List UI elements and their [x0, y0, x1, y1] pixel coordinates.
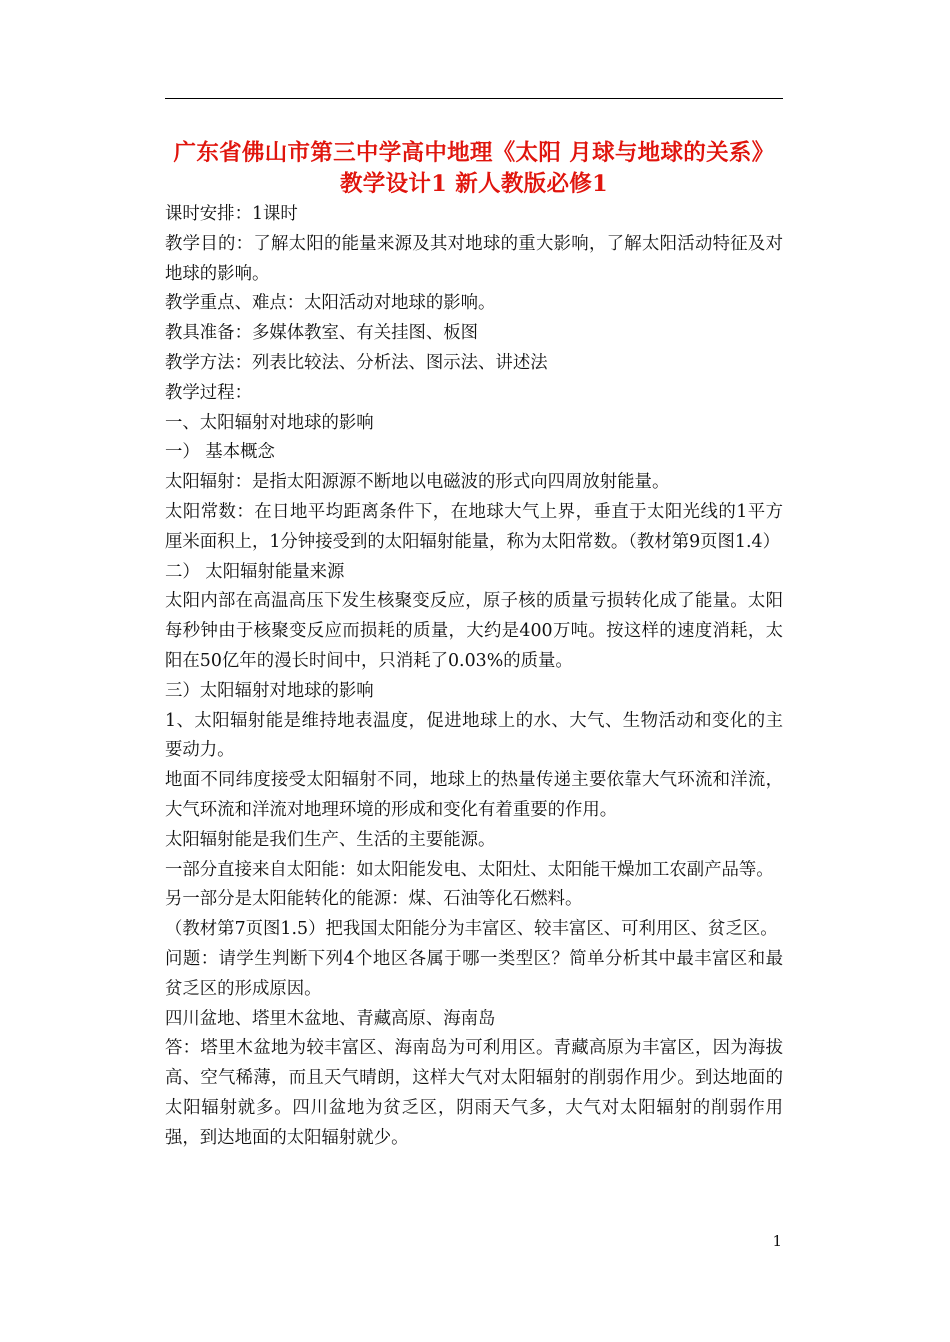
header-rule	[165, 98, 783, 99]
paragraph: 地面不同纬度接受太阳辐射不同，地球上的热量传递主要依靠大气环流和洋流，大气环流和洋流对地理环境的形成和变化有着重要的作用。	[165, 770, 783, 820]
question: 问题：请学生判断下列4个地区各属于哪一类型区？简单分析其中最丰富区和最贫乏区的形成原因。	[165, 948, 783, 999]
paragraph: （教材第7页图1.5）把我国太阳能分为丰富区、较丰富区、可利用区、贫乏区。	[165, 919, 778, 940]
paragraph: 太阳辐射能是我们生产、生活的主要能源。	[165, 829, 496, 850]
subsection-heading: 三）太阳辐射对地球的影响	[165, 680, 374, 701]
paragraph: 教学目的：了解太阳的能量来源及其对地球的重大影响，了解太阳活动特征及对地球的影响。	[165, 233, 783, 284]
paragraph: 另一部分是太阳能转化的能源：煤、石油等化石燃料。	[165, 889, 583, 910]
paragraph: 一部分直接来自太阳能：如太阳能发电、太阳灶、太阳能干燥加工农副产品等。	[165, 859, 774, 880]
paragraph: 课时安排：1课时	[165, 204, 298, 224]
paragraph: 太阳常数：在日地平均距离条件下，在地球大气上界，垂直于太阳光线的1平方厘米面积上，1分钟接受到的太阳辐射能量，称为太阳常数。（教材第9页图1.4）	[165, 501, 783, 552]
paragraph: 教学方法：列表比较法、分析法、图示法、讲述法	[165, 352, 548, 373]
page-number: 1	[772, 1232, 782, 1250]
subsection-heading: 一） 基本概念	[165, 442, 275, 463]
paragraph: 四川盆地、塔里木盆地、青藏高原、海南岛	[165, 1008, 496, 1029]
subsection-heading: 二） 太阳辐射能量来源	[165, 561, 345, 582]
paragraph: 教学过程：	[165, 382, 252, 403]
paragraph: 教具准备：多媒体教室、有关挂图、板图	[165, 323, 479, 344]
paragraph: 太阳辐射：是指太阳源源不断地以电磁波的形式向四周放射能量。	[165, 472, 670, 493]
section-heading: 一、太阳辐射对地球的影响	[165, 412, 374, 433]
paragraph: 1、太阳辐射能是维持地表温度，促进地球上的水、大气、生物活动和变化的主要动力。	[165, 710, 783, 761]
paragraph: 教学重点、难点：太阳活动对地球的影响。	[165, 293, 496, 314]
document-body	[165, 200, 783, 1154]
answer: 答：塔里木盆地为较丰富区、海南岛为可利用区。青藏高原为丰富区，因为海拔高、空气稀薄，而且天气晴朗，这样大气对太阳辐射的削弱作用少。到达地面的太阳辐射就多。四川盆地为贫乏区，阴雨天气多，大气对太阳辐射的削弱作用强，到达地面的太阳辐射就少。	[165, 1038, 783, 1148]
document-title: 广东省佛山市第三中学高中地理《太阳 月球与地球的关系》教学设计1 新人教版必修1	[173, 140, 775, 197]
paragraph: 太阳内部在高温高压下发生核聚变反应，原子核的质量亏损转化成了能量。太阳每秒钟由于核聚变反应而损耗的质量，大约是400万吨。按这样的速度消耗，太阳在50亿年的漫长时间中，只消耗了0.03%的质量。	[165, 591, 783, 671]
